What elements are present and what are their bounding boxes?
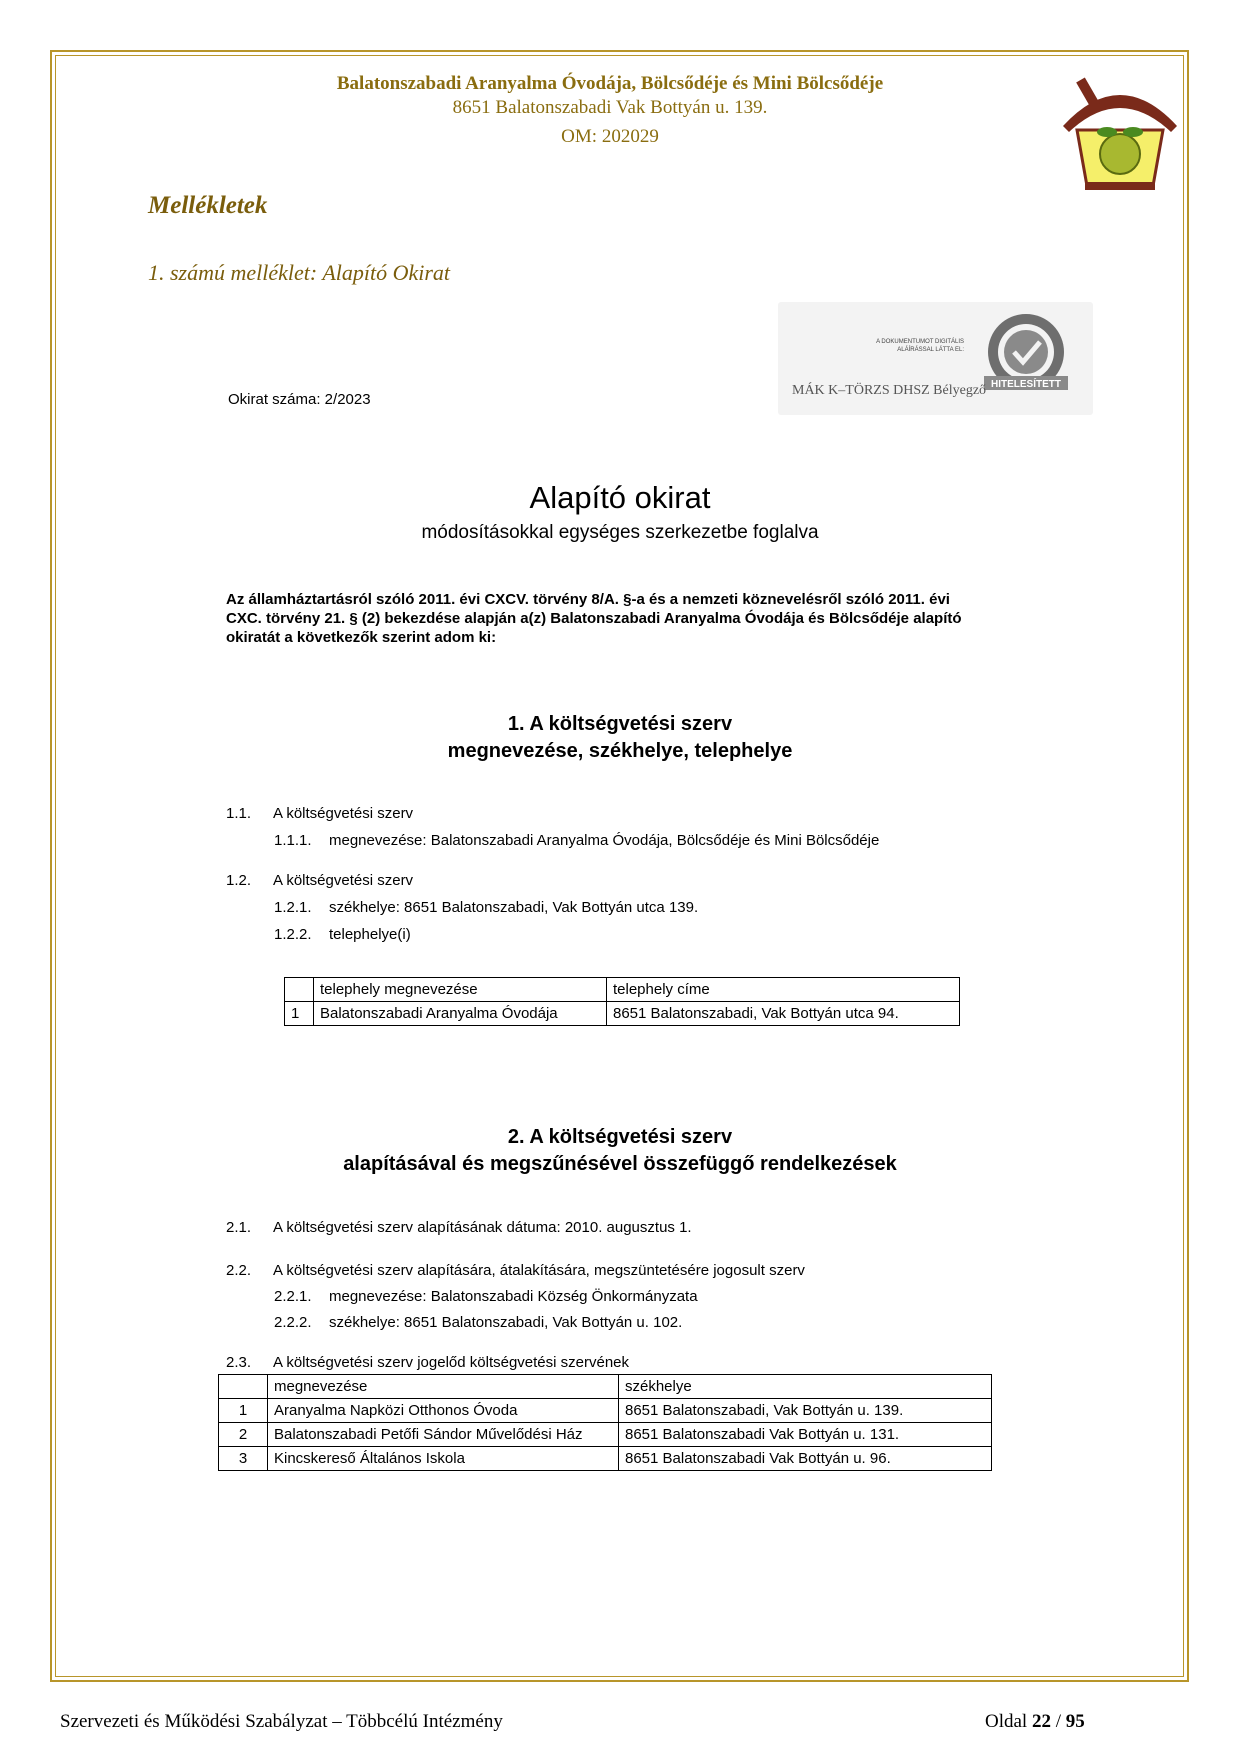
item-1-2: A költségvetési szerv [273,872,414,889]
page-separator: / [1050,1711,1066,1732]
item-number: 1.1. [226,805,252,822]
table-header-cell: székhelye [619,1375,992,1399]
stamp-badge-text: HITELESÍTETT [991,379,1061,390]
section2-title-line1: 2. A költségvetési szerv [507,1126,733,1148]
page-label: Oldal [985,1711,1032,1732]
digital-signature-stamp [778,302,1093,415]
section1-title-line2: megnevezése, székhelye, telephelye [447,740,793,762]
table-row [219,1399,992,1423]
annex-subtitle: 1. számú melléklet: Alapító Okirat [148,260,451,285]
footer-page-number [985,1711,1085,1733]
annex-title: Mellékletek [148,192,268,219]
table-cell: Balatonszabadi Petőfi Sándor Művelődési Ház [268,1423,619,1447]
item-2-3: A költségvetési szerv jogelőd költségvetési szervének [273,1354,630,1371]
table-cell: Kincskereső Általános Iskola [268,1447,619,1471]
item-number: 1.2.1. [274,899,312,916]
item-2-2: A költségvetési szerv alapítására, átalakítására, megszüntetésére jogosult szerv [273,1262,805,1279]
section1-title-line1: 1. A költségvetési szerv [507,713,733,735]
item-1-1: A költségvetési szerv [273,805,414,822]
item-1-2-1: székhelye: 8651 Balatonszabadi, Vak Bottyán utca 139. [329,899,699,916]
stamp-signer: MÁK K–TÖRZS DHSZ Bélyegző [792,383,987,398]
table-header-cell: telephely címe [607,978,960,1002]
table-header-cell: megnevezése [268,1375,619,1399]
item-number: 2.2.2. [274,1314,312,1331]
item-2-1: A költségvetési szerv alapításának dátuma: 2010. augusztus 1. [273,1219,692,1236]
table-row [219,1423,992,1447]
table-cell: 8651 Balatonszabadi Vak Bottyán u. 96. [619,1447,992,1471]
document-subtitle: módosításokkal egységes szerkezetbe foglalva [421,522,819,543]
table-cell: 8651 Balatonszabadi Vak Bottyán u. 131. [619,1423,992,1447]
item-number: 2.2. [226,1262,252,1279]
page-total: 95 [1065,1711,1085,1732]
table-cell: 3 [219,1447,268,1471]
item-number: 1.2.2. [274,926,312,943]
item-number: 1.2. [226,872,252,889]
item-number: 2.1. [226,1219,252,1236]
stamp-caption-1: A DOKUMENTUMOT DIGITÁLIS [876,339,964,345]
page-current: 22 [1031,1711,1051,1732]
document-intro: Az államháztartásról szóló 2011. évi CXCV. törvény 8/A. §-a és a nemzeti köznevelésről szóló 2011. évi CXC. törvény 21. § (2) bekezdése alapján a(z) Balatonszabadi Aranyalma Óvodája és Bölcsődéje alapító okiratát a következők szerint adom ki: [226,591,962,646]
document-number: Okirat száma: 2/2023 [228,391,371,408]
item-number: 2.2.1. [274,1288,312,1305]
document-title: Alapító okirat [529,480,711,515]
institution-om: OM: 202029 [561,126,659,147]
institution-logo [1055,74,1185,196]
verified-seal-icon [978,310,1074,398]
stamp-caption-2: ALÁÍRÁSSAL LÁTTA EL: [897,347,964,353]
table-cell: 1 [219,1399,268,1423]
table-header-row [219,1375,992,1399]
table-row [285,1002,960,1026]
table-cell [285,978,314,1002]
item-1-1-1: megnevezése: Balatonszabadi Aranyalma Óvodája, Bölcsődéje és Mini Bölcsődéje [329,832,880,849]
table-cell: 8651 Balatonszabadi, Vak Bottyán utca 94. [607,1002,960,1026]
table-cell: 1 [285,1002,314,1026]
item-2-2-2: székhelye: 8651 Balatonszabadi, Vak Bottyán u. 102. [329,1314,683,1331]
table-header-cell: telephely megnevezése [314,978,607,1002]
table-cell: Balatonszabadi Aranyalma Óvodája [314,1002,607,1026]
premises-table [284,977,960,1026]
institution-name: Balatonszabadi Aranyalma Óvodája, Bölcsődéje és Mini Bölcsődéje [336,73,884,94]
item-2-2-1: megnevezése: Balatonszabadi Község Önkormányzata [329,1288,698,1305]
table-cell: 8651 Balatonszabadi, Vak Bottyán u. 139. [619,1399,992,1423]
predecessor-table [218,1374,992,1471]
footer-title: Szervezeti és Működési Szabályzat – Többcélú Intézmény [60,1711,503,1732]
institution-address: 8651 Balatonszabadi Vak Bottyán u. 139. [452,97,768,118]
table-header-row [285,978,960,1002]
table-cell [219,1375,268,1399]
item-number: 2.3. [226,1354,252,1371]
table-cell: Aranyalma Napközi Otthonos Óvoda [268,1399,619,1423]
table-row [219,1447,992,1471]
table-cell: 2 [219,1423,268,1447]
item-number: 1.1.1. [274,832,312,849]
item-1-2-2: telephelye(i) [329,926,411,943]
section2-title-line2: alapításával és megszűnésével összefüggő rendelkezések [343,1153,897,1175]
